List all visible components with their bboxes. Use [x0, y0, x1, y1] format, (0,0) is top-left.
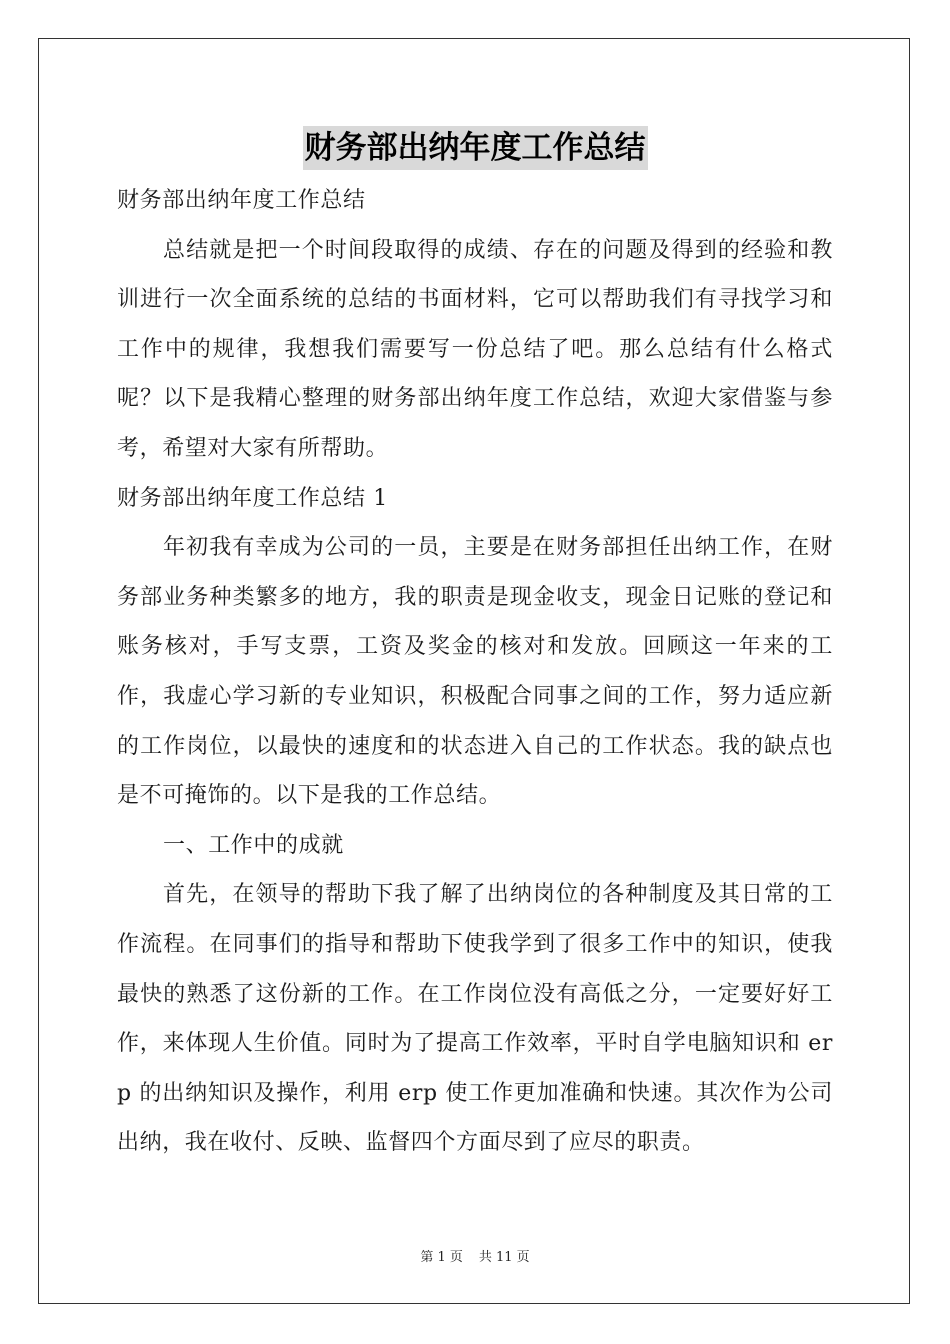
page-number: 第 1 页	[420, 1250, 463, 1265]
document-title: 财务部出纳年度工作总结	[303, 126, 648, 170]
subtitle-line: 财务部出纳年度工作总结	[117, 188, 366, 213]
title-container	[0, 126, 950, 170]
body-paragraph: 年初我有幸成为公司的一员，主要是在财务部担任出纳工作，在财务部业务种类繁多的地方，我的职责是现金收支，现金日记账的登记和账务核对，手写支票，工资及奖金的核对和发放。回顾这一年来的工作，我虚心学习新的专业知识，积极配合同事之间的工作，努力适应新的工作岗位，以最快的速度和的状态进入自己的工作状态。我的缺点也是不可掩饰的。以下是我的工作总结。	[117, 535, 833, 809]
page-footer	[0, 1246, 950, 1265]
section-heading: 财务部出纳年度工作总结 1	[117, 485, 388, 511]
intro-paragraph: 总结就是把一个时间段取得的成绩、存在的问题及得到的经验和教训进行一次全面系统的总结的书面材料，它可以帮助我们有寻找学习和工作中的规律，我想我们需要写一份总结了吧。那么总结有什么格式呢？以下是我精心整理的财务部出纳年度工作总结，欢迎大家借鉴与参考，希望对大家有所帮助。	[117, 237, 833, 461]
document-body	[117, 176, 833, 1168]
page-count: 共 11 页	[478, 1250, 530, 1265]
body-paragraph: 首先，在领导的帮助下我了解了出纳岗位的各种制度及其日常的工作流程。在同事们的指导和帮助下使我学到了很多工作中的知识，使我最快的熟悉了这份新的工作。在工作岗位没有高低之分，一定要好好工作，来体现人生价值。同时为了提高工作效率，平时自学电脑知识和 erp 的出纳知识及操作，利用 erp 使工作更加准确和快速。其次作为公司出纳，我在收付、反映、监督四个方面尽到了应尽的职责。	[117, 882, 833, 1156]
subsection-heading: 一、工作中的成就	[163, 832, 344, 858]
